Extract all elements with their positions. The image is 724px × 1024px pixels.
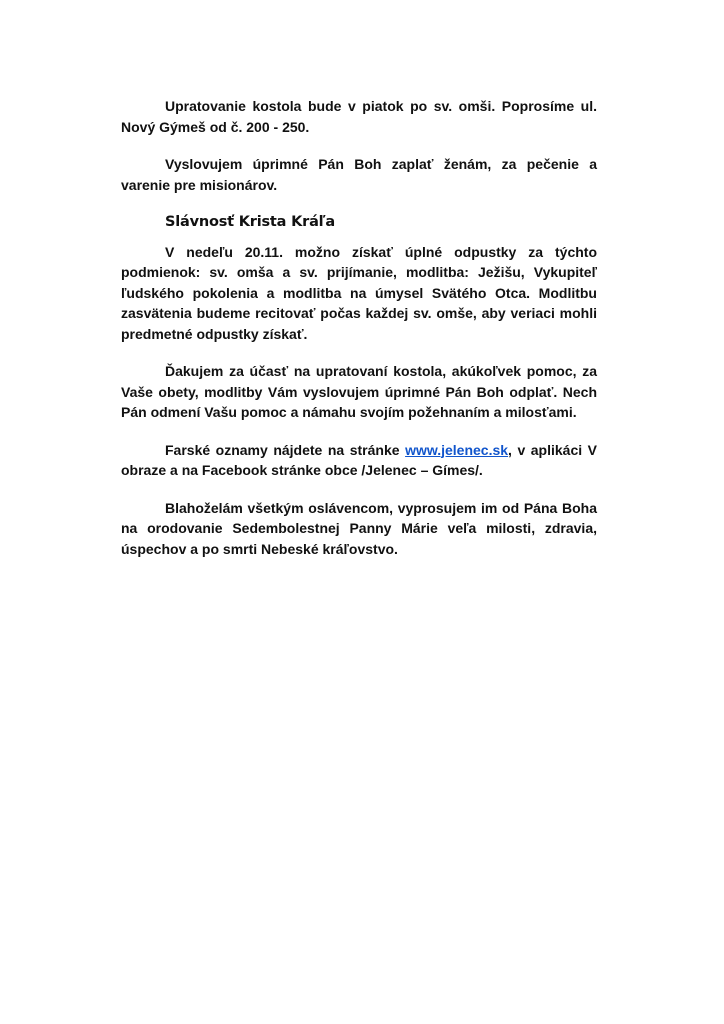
- announcements-text-after: , v aplikáci V obraze a na Facebook stránke obce /Jelenec – Gímes/.: [121, 441, 597, 478]
- paragraph-congratulations: Blahoželám všetkým oslávencom, vyprosujem im od Pána Boha na orodovanie Sedembolestnej Panny Márie veľa milosti, zdravia, úspechov a po smrti Nebeské kráľovstvo.: [121, 499, 597, 557]
- section-heading: Slávnosť Krista Kráľa: [165, 214, 336, 230]
- paragraph-indulgences: V nedeľu 20.11. možno získať úplné odpustky za týchto podmienok: sv. omša a sv. prijímanie, modlitba: Ježišu, Vykupiteľ ľudského pokolenia a modlitba na úmysel Svätého Otca. Modlitbu zasvätenia budeme recitovať počas každej sv. omše, aby veriaci mohli predmetné odpustky získať.: [121, 243, 597, 342]
- paragraph-thanks-help: Ďakujem za účasť na upratovaní kostola, akúkoľvek pomoc, za Vaše obety, modlitby Vám vyslovujem úprimné Pán Boh odplať. Nech Pán odmení Vašu pomoc a námahu svojím požehnaním a milosťami.: [121, 363, 597, 420]
- paragraph-thanks-women: Vyslovujem úprimné Pán Boh zaplať ženám, za pečenie a varenie pre misionárov.: [121, 156, 597, 193]
- document-body: [121, 96, 597, 576]
- announcements-text-before: Farské oznamy nájdete na stránke: [165, 441, 406, 458]
- website-link[interactable]: www.jelenec.sk: [405, 441, 509, 458]
- paragraph-church-cleaning: Upratovanie kostola bude v piatok po sv. omši. Poprosíme ul. Nový Gýmeš od č. 200 - 250.: [121, 98, 597, 135]
- paragraph-announcements: [121, 440, 597, 481]
